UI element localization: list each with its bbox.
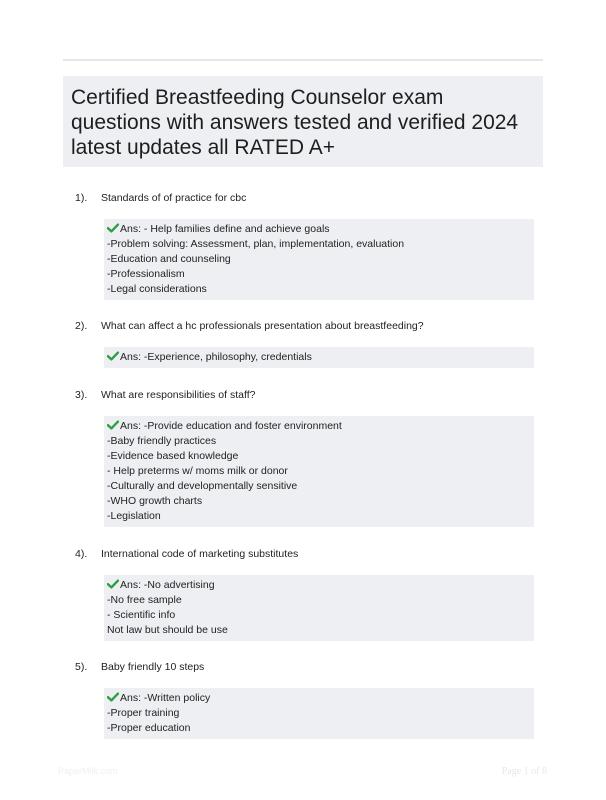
question-text: What are responsibilities of staff?: [101, 389, 256, 401]
question-number: 5).: [75, 661, 88, 673]
question-number: 3).: [75, 389, 88, 401]
answer-line: [107, 494, 530, 509]
answer-line: [107, 237, 530, 252]
title-banner: [63, 76, 543, 167]
question-text: International code of marketing substitutes: [101, 548, 299, 560]
answer-text: - Help preterms w/ moms milk or donor: [107, 465, 288, 477]
check-icon: [107, 223, 119, 233]
answer-box: [104, 416, 534, 527]
check-icon: [107, 692, 119, 702]
answer-box: [104, 575, 534, 641]
question-item: [75, 191, 535, 300]
footer-watermark: PaperMilk.com: [58, 766, 118, 776]
answer-text: -Proper training: [107, 707, 180, 719]
question-row: [75, 660, 535, 674]
answer-line: [107, 578, 530, 593]
answer-line: [107, 479, 530, 494]
question-item: [75, 319, 535, 368]
question-number: 2).: [75, 320, 88, 332]
answer-box: [104, 219, 534, 300]
question-row: [75, 191, 535, 205]
answer-line: [107, 252, 530, 267]
answer-line: [107, 623, 530, 638]
answer-line: [107, 449, 530, 464]
question-item: [75, 388, 535, 527]
top-divider: [63, 59, 543, 61]
answer-text: Not law but should be use: [107, 624, 228, 636]
answer-line: [107, 434, 530, 449]
question-row: [75, 388, 535, 402]
question-text: Baby friendly 10 steps: [101, 661, 205, 673]
page-number: Page 1 of 8: [501, 766, 547, 777]
check-icon: [107, 579, 119, 589]
answer-text: -WHO growth charts: [107, 495, 203, 507]
answer-line: [107, 706, 530, 721]
question-text: What can affect a hc professionals presentation about breastfeeding?: [101, 320, 424, 332]
question-row: [75, 319, 535, 333]
answer-text: Ans: -Provide education and foster environment: [120, 420, 342, 432]
answer-line: [107, 593, 530, 608]
question-item: [75, 660, 535, 739]
check-icon: [107, 351, 119, 361]
answer-line: [107, 608, 530, 623]
question-text: Standards of of practice for cbc: [101, 192, 247, 204]
answer-line: [107, 691, 530, 706]
answer-text: -Culturally and developmentally sensitive: [107, 480, 298, 492]
answer-text: -Proper education: [107, 722, 191, 734]
question-number: 4).: [75, 548, 88, 560]
answer-text: Ans: - Help families define and achieve goals: [120, 223, 330, 235]
answer-text: -No free sample: [107, 594, 182, 606]
document-title: Certified Breastfeeding Counselor exam questions with answers tested and verified 2024 latest updates all RATED A+: [71, 86, 519, 159]
answer-text: Ans: -Experience, philosophy, credentials: [120, 351, 312, 363]
answer-box: [104, 347, 534, 368]
answer-text: -Evidence based knowledge: [107, 450, 239, 462]
answer-text: - Scientific info: [107, 609, 176, 621]
answer-text: -Professionalism: [107, 268, 185, 280]
question-number: 1).: [75, 192, 88, 204]
answer-line: [107, 350, 530, 365]
answer-line: [107, 267, 530, 282]
answer-text: -Baby friendly practices: [107, 435, 217, 447]
answer-text: -Education and counseling: [107, 253, 231, 265]
answer-line: [107, 282, 530, 297]
answer-line: [107, 222, 530, 237]
answer-line: [107, 509, 530, 524]
answer-box: [104, 688, 534, 739]
answer-text: -Problem solving: Assessment, plan, implementation, evaluation: [107, 238, 405, 250]
answer-line: [107, 721, 530, 736]
answer-text: Ans: -Written policy: [120, 692, 211, 704]
question-item: [75, 547, 535, 641]
answer-text: -Legislation: [107, 510, 161, 522]
question-row: [75, 547, 535, 561]
check-icon: [107, 420, 119, 430]
answer-line: [107, 419, 530, 434]
answer-line: [107, 464, 530, 479]
answer-text: -Legal considerations: [107, 283, 207, 295]
answer-text: Ans: -No advertising: [120, 579, 215, 591]
